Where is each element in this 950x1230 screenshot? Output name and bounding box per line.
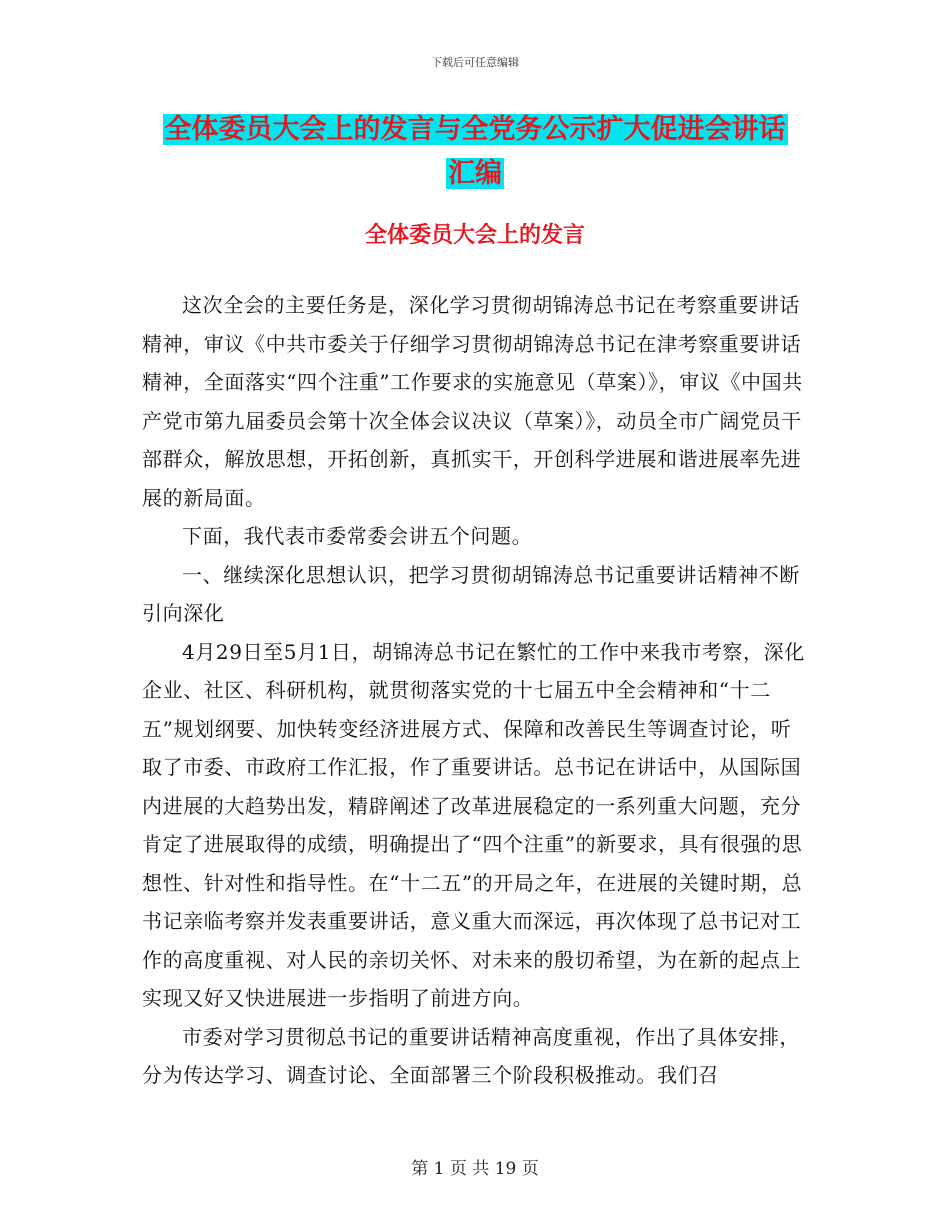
document-title-text-2: 汇编: [448, 158, 502, 189]
paragraph: 市委对学习贯彻总书记的重要讲话精神高度重视，作出了具体安排，分为传达学习、调查讨论、全面部署三个阶段积极推动。我们召: [142, 1024, 800, 1087]
document-title-line-2: [0, 152, 950, 196]
document-title-text-1: 全体委员大会上的发言与全党务公示扩大促进会讲话: [164, 114, 786, 145]
header-note: 下载后可任意编辑: [431, 56, 519, 69]
document-body: [142, 286, 808, 1095]
paragraph: 4月29日至5月1日，胡锦涛总书记在繁忙的工作中来我市考察，深化企业、社区、科研机构，就贯彻落实党的十七届五中全会精神和“十二五”规划纲要、加快转变经济进展方式、保障和改善民生等调查讨论，听取了市委、市政府工作汇报，作了重要讲话。总书记在讲话中，从国际国内进展的大趋势出发，精辟阐述了改革进展稳定的一系列重大问题，充分肯定了进展取得的成绩，明确提出了“四个注重”的新要求，具有很强的思想性、针对性和指导性。在“十二五”的开局之年，在进展的关键时期，总书记亲临考察并发表重要讲话，意义重大而深远，再次体现了总书记对工作的高度重视、对人民的亲切关怀、对未来的殷切希望，为在新的起点上实现又好又快进展进一步指明了前进方向。: [142, 639, 805, 1010]
paragraph: 下面，我代表市委常委会讲五个问题。: [182, 524, 533, 548]
paragraph: 这次全会的主要任务是，深化学习贯彻胡锦涛总书记在考察重要讲话精神，审议《中共市委关于仔细学习贯彻胡锦涛总书记在津考察重要讲话精神，全面落实“四个注重”工作要求的实施意见（草案）》，审议《中国共产党市第九届委员会第十次全体会议决议（草案）》，动员全市广阔党员干部群众，解放思想，开拓创新，真抓实干，开创科学进展和谐进展率先进展的新局面。: [142, 293, 803, 510]
page-footer: 第 1 页 共 19 页: [411, 1159, 539, 1179]
section-title: 全体委员大会上的发言: [364, 223, 585, 248]
document-title-line-1: [0, 108, 950, 152]
paragraph-heading: 一、继续深化思想认识，把学习贯彻胡锦涛总书记重要讲话精神不断引向深化: [142, 562, 800, 625]
